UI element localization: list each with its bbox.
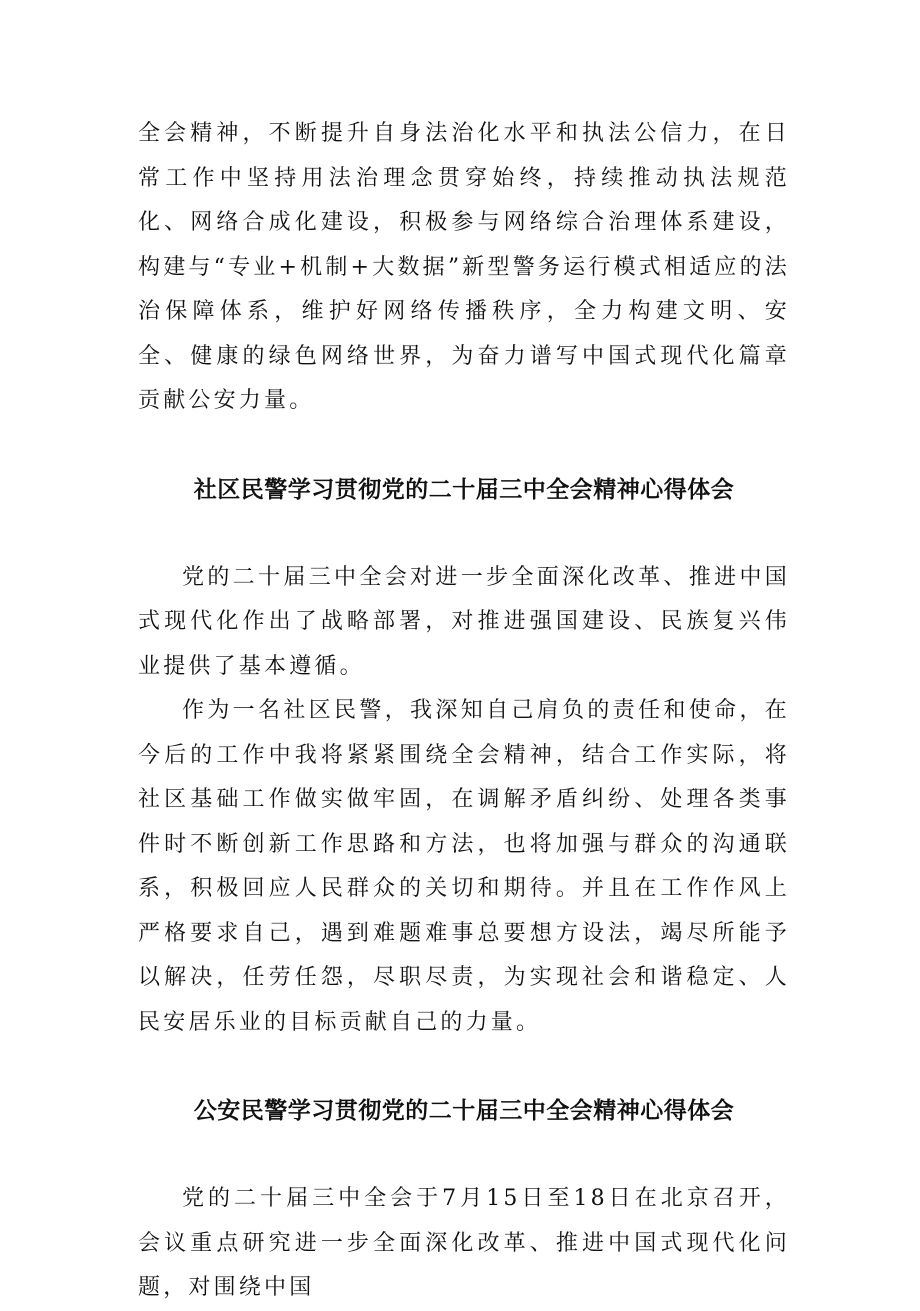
section-1-paragraph-2: 作为一名社区民警，我深知自己肩负的责任和使命，在今后的工作中我将紧紧围绕全会精神，结合工作实际，将社区基础工作做实做牢固，在调解矛盾纠纷、处理各类事件时不断创新工作思路和方法，也将加强与群众的沟通联系，积极回应人民群众的关切和期待。并且在工作作风上严格要求自己，遇到难题难事总要想方设法，竭尽所能予以解决，任劳任怨，尽职尽责，为实现社会和谐稳定、人民安居乐业的目标贡献自己的力量。 bbox=[138, 698, 790, 1035]
document-body bbox=[138, 112, 790, 1311]
section-2-paragraph-1: 党的二十届三中全会于7月15日至18日在北京召开，会议重点研究进一步全面深化改革、推进中国式现代化问题，对围绕中国 bbox=[138, 1186, 790, 1300]
section-1-paragraph-1: 党的二十届三中全会对进一步全面深化改革、推进中国式现代化作出了战略部署，对推进强国建设、民族复兴伟业提供了基本遵循。 bbox=[138, 564, 790, 679]
section-1-title: 社区民警学习贯彻党的二十届三中全会精神心得体会 bbox=[193, 476, 735, 503]
intro-paragraph: 全会精神，不断提升自身法治化水平和执法公信力，在日常工作中坚持用法治理念贯穿始终，持续推动执法规范化、网络合成化建设，积极参与网络综合治理体系建设，构建与“专业+机制+大数据”新型警务运行模式相适应的法治保障体系，维护好网络传播秩序，全力构建文明、安全、健康的绿色网络世界，为奋力谱写中国式现代化篇章贡献公安力量。 bbox=[138, 121, 790, 413]
section-2-title: 公安民警学习贯彻党的二十届三中全会精神心得体会 bbox=[193, 1098, 735, 1124]
